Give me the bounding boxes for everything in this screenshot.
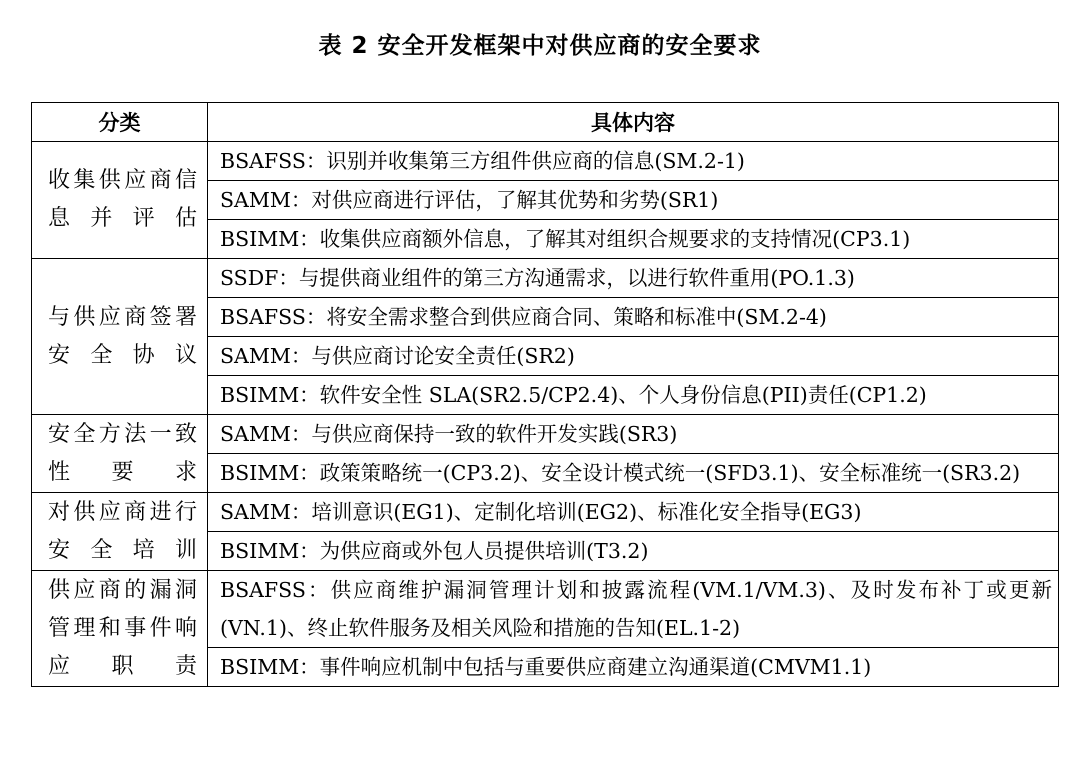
content-cell: SSDF：与提供商业组件的第三方沟通需求，以进行软件重用(PO.1.3)	[208, 259, 1059, 298]
content-cell: BSAFSS：供应商维护漏洞管理计划和披露流程(VM.1/VM.3)、及时发布补丁或更新(VN.1)、终止软件服务及相关风险和措施的告知(EL.1-2)	[208, 571, 1059, 648]
category-cell: 收集供应商信息并评估	[32, 142, 208, 259]
content-cell: BSIMM：政策策略统一(CP3.2)、安全设计模式统一(SFD3.1)、安全标准统一(SR3.2)	[208, 454, 1059, 493]
table-row	[32, 142, 1059, 181]
content-cell: SAMM：与供应商保持一致的软件开发实践(SR3)	[208, 415, 1059, 454]
requirements-table	[31, 102, 1059, 687]
category-cell: 安全方法一致性要求	[32, 415, 208, 493]
content-cell: SAMM：与供应商讨论安全责任(SR2)	[208, 337, 1059, 376]
category-cell: 供应商的漏洞管理和事件响应职责	[32, 571, 208, 687]
content-cell: BSIMM：事件响应机制中包括与重要供应商建立沟通渠道(CMVM1.1)	[208, 648, 1059, 687]
table-body	[32, 142, 1059, 687]
table-row	[32, 571, 1059, 648]
table-row	[32, 415, 1059, 454]
content-cell: SAMM：培训意识(EG1)、定制化培训(EG2)、标准化安全指导(EG3)	[208, 493, 1059, 532]
table-row	[32, 259, 1059, 298]
content-cell: BSIMM：为供应商或外包人员提供培训(T3.2)	[208, 532, 1059, 571]
content-cell: BSAFSS：将安全需求整合到供应商合同、策略和标准中(SM.2-4)	[208, 298, 1059, 337]
content-cell: SAMM：对供应商进行评估，了解其优势和劣势(SR1)	[208, 181, 1059, 220]
content-cell: BSAFSS：识别并收集第三方组件供应商的信息(SM.2-1)	[208, 142, 1059, 181]
category-cell: 与供应商签署安全协议	[32, 259, 208, 415]
content-cell: BSIMM：收集供应商额外信息，了解其对组织合规要求的支持情况(CP3.1)	[208, 220, 1059, 259]
category-cell: 对供应商进行安全培训	[32, 493, 208, 571]
table-title: 表 2 安全开发框架中对供应商的安全要求	[318, 33, 762, 59]
table-row	[32, 493, 1059, 532]
header-content: 具体内容	[208, 103, 1059, 142]
table-header-row	[32, 103, 1059, 142]
header-category: 分类	[32, 103, 208, 142]
content-cell: BSIMM：软件安全性 SLA(SR2.5/CP2.4)、个人身份信息(PII)责任(CP1.2)	[208, 376, 1059, 415]
